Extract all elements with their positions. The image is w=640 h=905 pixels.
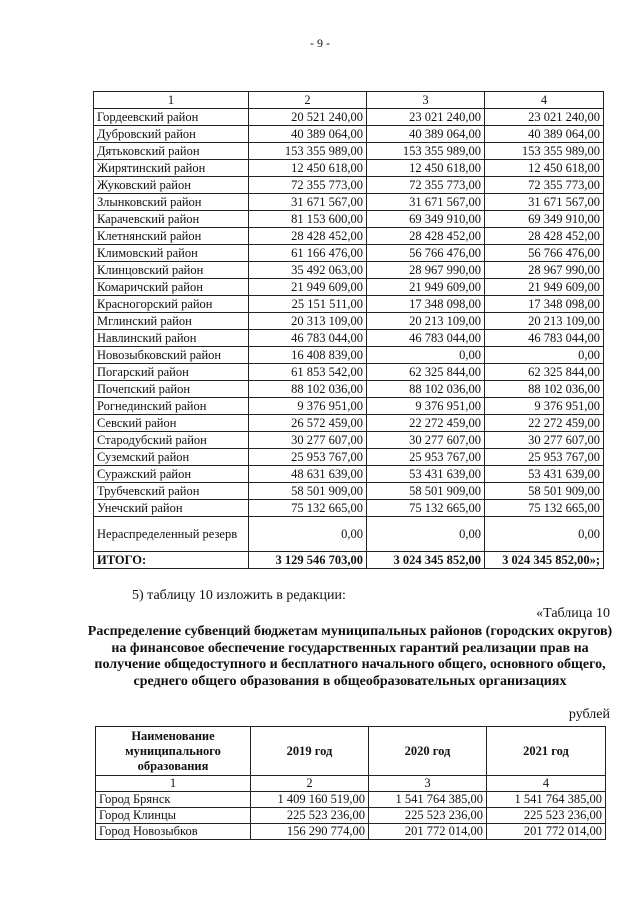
column-header: 2021 год (487, 727, 606, 776)
value-2020: 20 213 109,00 (367, 313, 485, 330)
value-2021: 9 376 951,00 (485, 398, 604, 415)
value-2020: 1 541 764 385,00 (369, 792, 487, 808)
column-number: 2 (249, 92, 367, 109)
column-number-row (96, 776, 606, 792)
municipality-name: Красногорский район (94, 296, 249, 313)
value-2020: 25 953 767,00 (367, 449, 485, 466)
value-2020: 0,00 (367, 517, 485, 552)
table-row (94, 211, 604, 228)
municipality-name: Злынковский район (94, 194, 249, 211)
table-9-continuation (93, 91, 604, 569)
municipality-name: Город Клинцы (96, 808, 251, 824)
table-row (94, 279, 604, 296)
municipality-name: Рогнединский район (94, 398, 249, 415)
value-2021: 31 671 567,00 (485, 194, 604, 211)
value-2021: 20 213 109,00 (485, 313, 604, 330)
value-2020: 9 376 951,00 (367, 398, 485, 415)
amendment-intro: 5) таблицу 10 изложить в редакции: (132, 588, 346, 603)
value-2020: 75 132 665,00 (367, 500, 485, 517)
value-2020: 3 024 345 852,00 (367, 552, 485, 569)
table-row (96, 792, 606, 808)
value-2021: 17 348 098,00 (485, 296, 604, 313)
value-2021: 30 277 607,00 (485, 432, 604, 449)
municipality-name: Нераспределенный резерв (94, 517, 249, 552)
value-2020: 62 325 844,00 (367, 364, 485, 381)
municipality-name: Гордеевский район (94, 109, 249, 126)
municipality-name: Климовский район (94, 245, 249, 262)
value-2020: 72 355 773,00 (367, 177, 485, 194)
value-2019: 20 521 240,00 (249, 109, 367, 126)
column-header: Наименование муниципального образования (96, 727, 251, 776)
table-row (94, 313, 604, 330)
value-2021: 28 967 990,00 (485, 262, 604, 279)
table-row (94, 109, 604, 126)
value-2021: 23 021 240,00 (485, 109, 604, 126)
reserve-row (94, 517, 604, 552)
municipality-name: Трубчевский район (94, 483, 249, 500)
table-row (94, 381, 604, 398)
value-2021: 40 389 064,00 (485, 126, 604, 143)
column-number: 3 (369, 776, 487, 792)
value-2019: 35 492 063,00 (249, 262, 367, 279)
units-label: рублей (568, 707, 610, 722)
value-2020: 23 021 240,00 (367, 109, 485, 126)
column-number: 1 (96, 776, 251, 792)
value-2021: 22 272 459,00 (485, 415, 604, 432)
value-2020: 225 523 236,00 (369, 808, 487, 824)
municipality-name: Навлинский район (94, 330, 249, 347)
value-2019: 58 501 909,00 (249, 483, 367, 500)
table-row (94, 364, 604, 381)
municipality-name: Суражский район (94, 466, 249, 483)
value-2021: 56 766 476,00 (485, 245, 604, 262)
value-2019: 225 523 236,00 (251, 808, 369, 824)
value-2020: 21 949 609,00 (367, 279, 485, 296)
value-2019: 81 153 600,00 (249, 211, 367, 228)
value-2019: 25 151 511,00 (249, 296, 367, 313)
table-row (94, 194, 604, 211)
column-number: 3 (367, 92, 485, 109)
municipality-name: Дубровский район (94, 126, 249, 143)
value-2021: 75 132 665,00 (485, 500, 604, 517)
table-row (94, 398, 604, 415)
table-row (94, 126, 604, 143)
value-2021: 21 949 609,00 (485, 279, 604, 296)
value-2021: 3 024 345 852,00»; (485, 552, 604, 569)
value-2021: 201 772 014,00 (487, 824, 606, 840)
municipality-name: Клетнянский район (94, 228, 249, 245)
municipality-name: Стародубский район (94, 432, 249, 449)
value-2021: 62 325 844,00 (485, 364, 604, 381)
table-row (94, 262, 604, 279)
table-row (94, 500, 604, 517)
value-2020: 46 783 044,00 (367, 330, 485, 347)
table-row (94, 160, 604, 177)
table-row (94, 330, 604, 347)
column-header: 2019 год (251, 727, 369, 776)
value-2020: 17 348 098,00 (367, 296, 485, 313)
column-header: 2020 год (369, 727, 487, 776)
value-2021: 28 428 452,00 (485, 228, 604, 245)
value-2019: 1 409 160 519,00 (251, 792, 369, 808)
value-2020: 28 967 990,00 (367, 262, 485, 279)
municipality-name: Почепский район (94, 381, 249, 398)
value-2020: 40 389 064,00 (367, 126, 485, 143)
value-2019: 40 389 064,00 (249, 126, 367, 143)
value-2019: 61 166 476,00 (249, 245, 367, 262)
municipality-name: Мглинский район (94, 313, 249, 330)
municipality-name: Суземский район (94, 449, 249, 466)
value-2019: 72 355 773,00 (249, 177, 367, 194)
value-2019: 25 953 767,00 (249, 449, 367, 466)
value-2019: 46 783 044,00 (249, 330, 367, 347)
value-2019: 0,00 (249, 517, 367, 552)
value-2019: 88 102 036,00 (249, 381, 367, 398)
value-2021: 1 541 764 385,00 (487, 792, 606, 808)
column-number: 4 (487, 776, 606, 792)
table-row (96, 808, 606, 824)
value-2020: 58 501 909,00 (367, 483, 485, 500)
value-2021: 88 102 036,00 (485, 381, 604, 398)
value-2019: 16 408 839,00 (249, 347, 367, 364)
table-row (94, 245, 604, 262)
municipality-name: Дятьковский район (94, 143, 249, 160)
value-2021: 225 523 236,00 (487, 808, 606, 824)
column-number: 1 (94, 92, 249, 109)
table-10 (95, 726, 606, 840)
value-2020: 69 349 910,00 (367, 211, 485, 228)
value-2019: 48 631 639,00 (249, 466, 367, 483)
municipality-name: Город Новозыбков (96, 824, 251, 840)
value-2019: 30 277 607,00 (249, 432, 367, 449)
column-number: 4 (485, 92, 604, 109)
table-row (94, 466, 604, 483)
table-row (94, 177, 604, 194)
value-2019: 20 313 109,00 (249, 313, 367, 330)
municipality-name: Новозыбковский район (94, 347, 249, 364)
value-2021: 12 450 618,00 (485, 160, 604, 177)
table-row (94, 415, 604, 432)
municipality-name: Жуковский район (94, 177, 249, 194)
value-2019: 26 572 459,00 (249, 415, 367, 432)
value-2020: 22 272 459,00 (367, 415, 485, 432)
value-2020: 28 428 452,00 (367, 228, 485, 245)
municipality-name: Погарский район (94, 364, 249, 381)
municipality-name: Жирятинский район (94, 160, 249, 177)
table-row (94, 296, 604, 313)
value-2021: 46 783 044,00 (485, 330, 604, 347)
value-2019: 12 450 618,00 (249, 160, 367, 177)
table-row (94, 449, 604, 466)
municipality-name: Севский район (94, 415, 249, 432)
table-row (94, 432, 604, 449)
table-row (94, 347, 604, 364)
value-2019: 9 376 951,00 (249, 398, 367, 415)
table-row (94, 143, 604, 160)
header-row (96, 727, 606, 776)
value-2021: 72 355 773,00 (485, 177, 604, 194)
value-2020: 56 766 476,00 (367, 245, 485, 262)
value-2020: 53 431 639,00 (367, 466, 485, 483)
value-2021: 153 355 989,00 (485, 143, 604, 160)
value-2020: 88 102 036,00 (367, 381, 485, 398)
column-number-row (94, 92, 604, 109)
municipality-name: Комаричский район (94, 279, 249, 296)
municipality-name: Унечский район (94, 500, 249, 517)
page-number: - 9 - (310, 36, 330, 50)
value-2019: 21 949 609,00 (249, 279, 367, 296)
municipality-name: ИТОГО: (94, 552, 249, 569)
value-2019: 153 355 989,00 (249, 143, 367, 160)
value-2021: 58 501 909,00 (485, 483, 604, 500)
column-number: 2 (251, 776, 369, 792)
value-2021: 0,00 (485, 347, 604, 364)
table-row (94, 483, 604, 500)
value-2020: 31 671 567,00 (367, 194, 485, 211)
value-2020: 12 450 618,00 (367, 160, 485, 177)
value-2020: 0,00 (367, 347, 485, 364)
municipality-name: Город Брянск (96, 792, 251, 808)
value-2021: 25 953 767,00 (485, 449, 604, 466)
value-2019: 3 129 546 703,00 (249, 552, 367, 569)
value-2020: 201 772 014,00 (369, 824, 487, 840)
table-caption: «Таблица 10 (536, 606, 610, 621)
value-2019: 156 290 774,00 (251, 824, 369, 840)
municipality-name: Клинцовский район (94, 262, 249, 279)
value-2021: 69 349 910,00 (485, 211, 604, 228)
table-heading: Распределение субвенций бюджетам муниципальных районов (городских округов) на финансовое обеспечение государственных гарантий реализации прав на получение общедоступного и бесплатного начального общего, основного общего, среднего общего образования в общеобразовательных организациях (87, 624, 613, 689)
table-row (96, 824, 606, 840)
value-2019: 31 671 567,00 (249, 194, 367, 211)
total-row (94, 552, 604, 569)
municipality-name: Карачевский район (94, 211, 249, 228)
value-2021: 0,00 (485, 517, 604, 552)
value-2021: 53 431 639,00 (485, 466, 604, 483)
value-2019: 28 428 452,00 (249, 228, 367, 245)
value-2020: 153 355 989,00 (367, 143, 485, 160)
table-row (94, 228, 604, 245)
value-2019: 61 853 542,00 (249, 364, 367, 381)
value-2019: 75 132 665,00 (249, 500, 367, 517)
value-2020: 30 277 607,00 (367, 432, 485, 449)
